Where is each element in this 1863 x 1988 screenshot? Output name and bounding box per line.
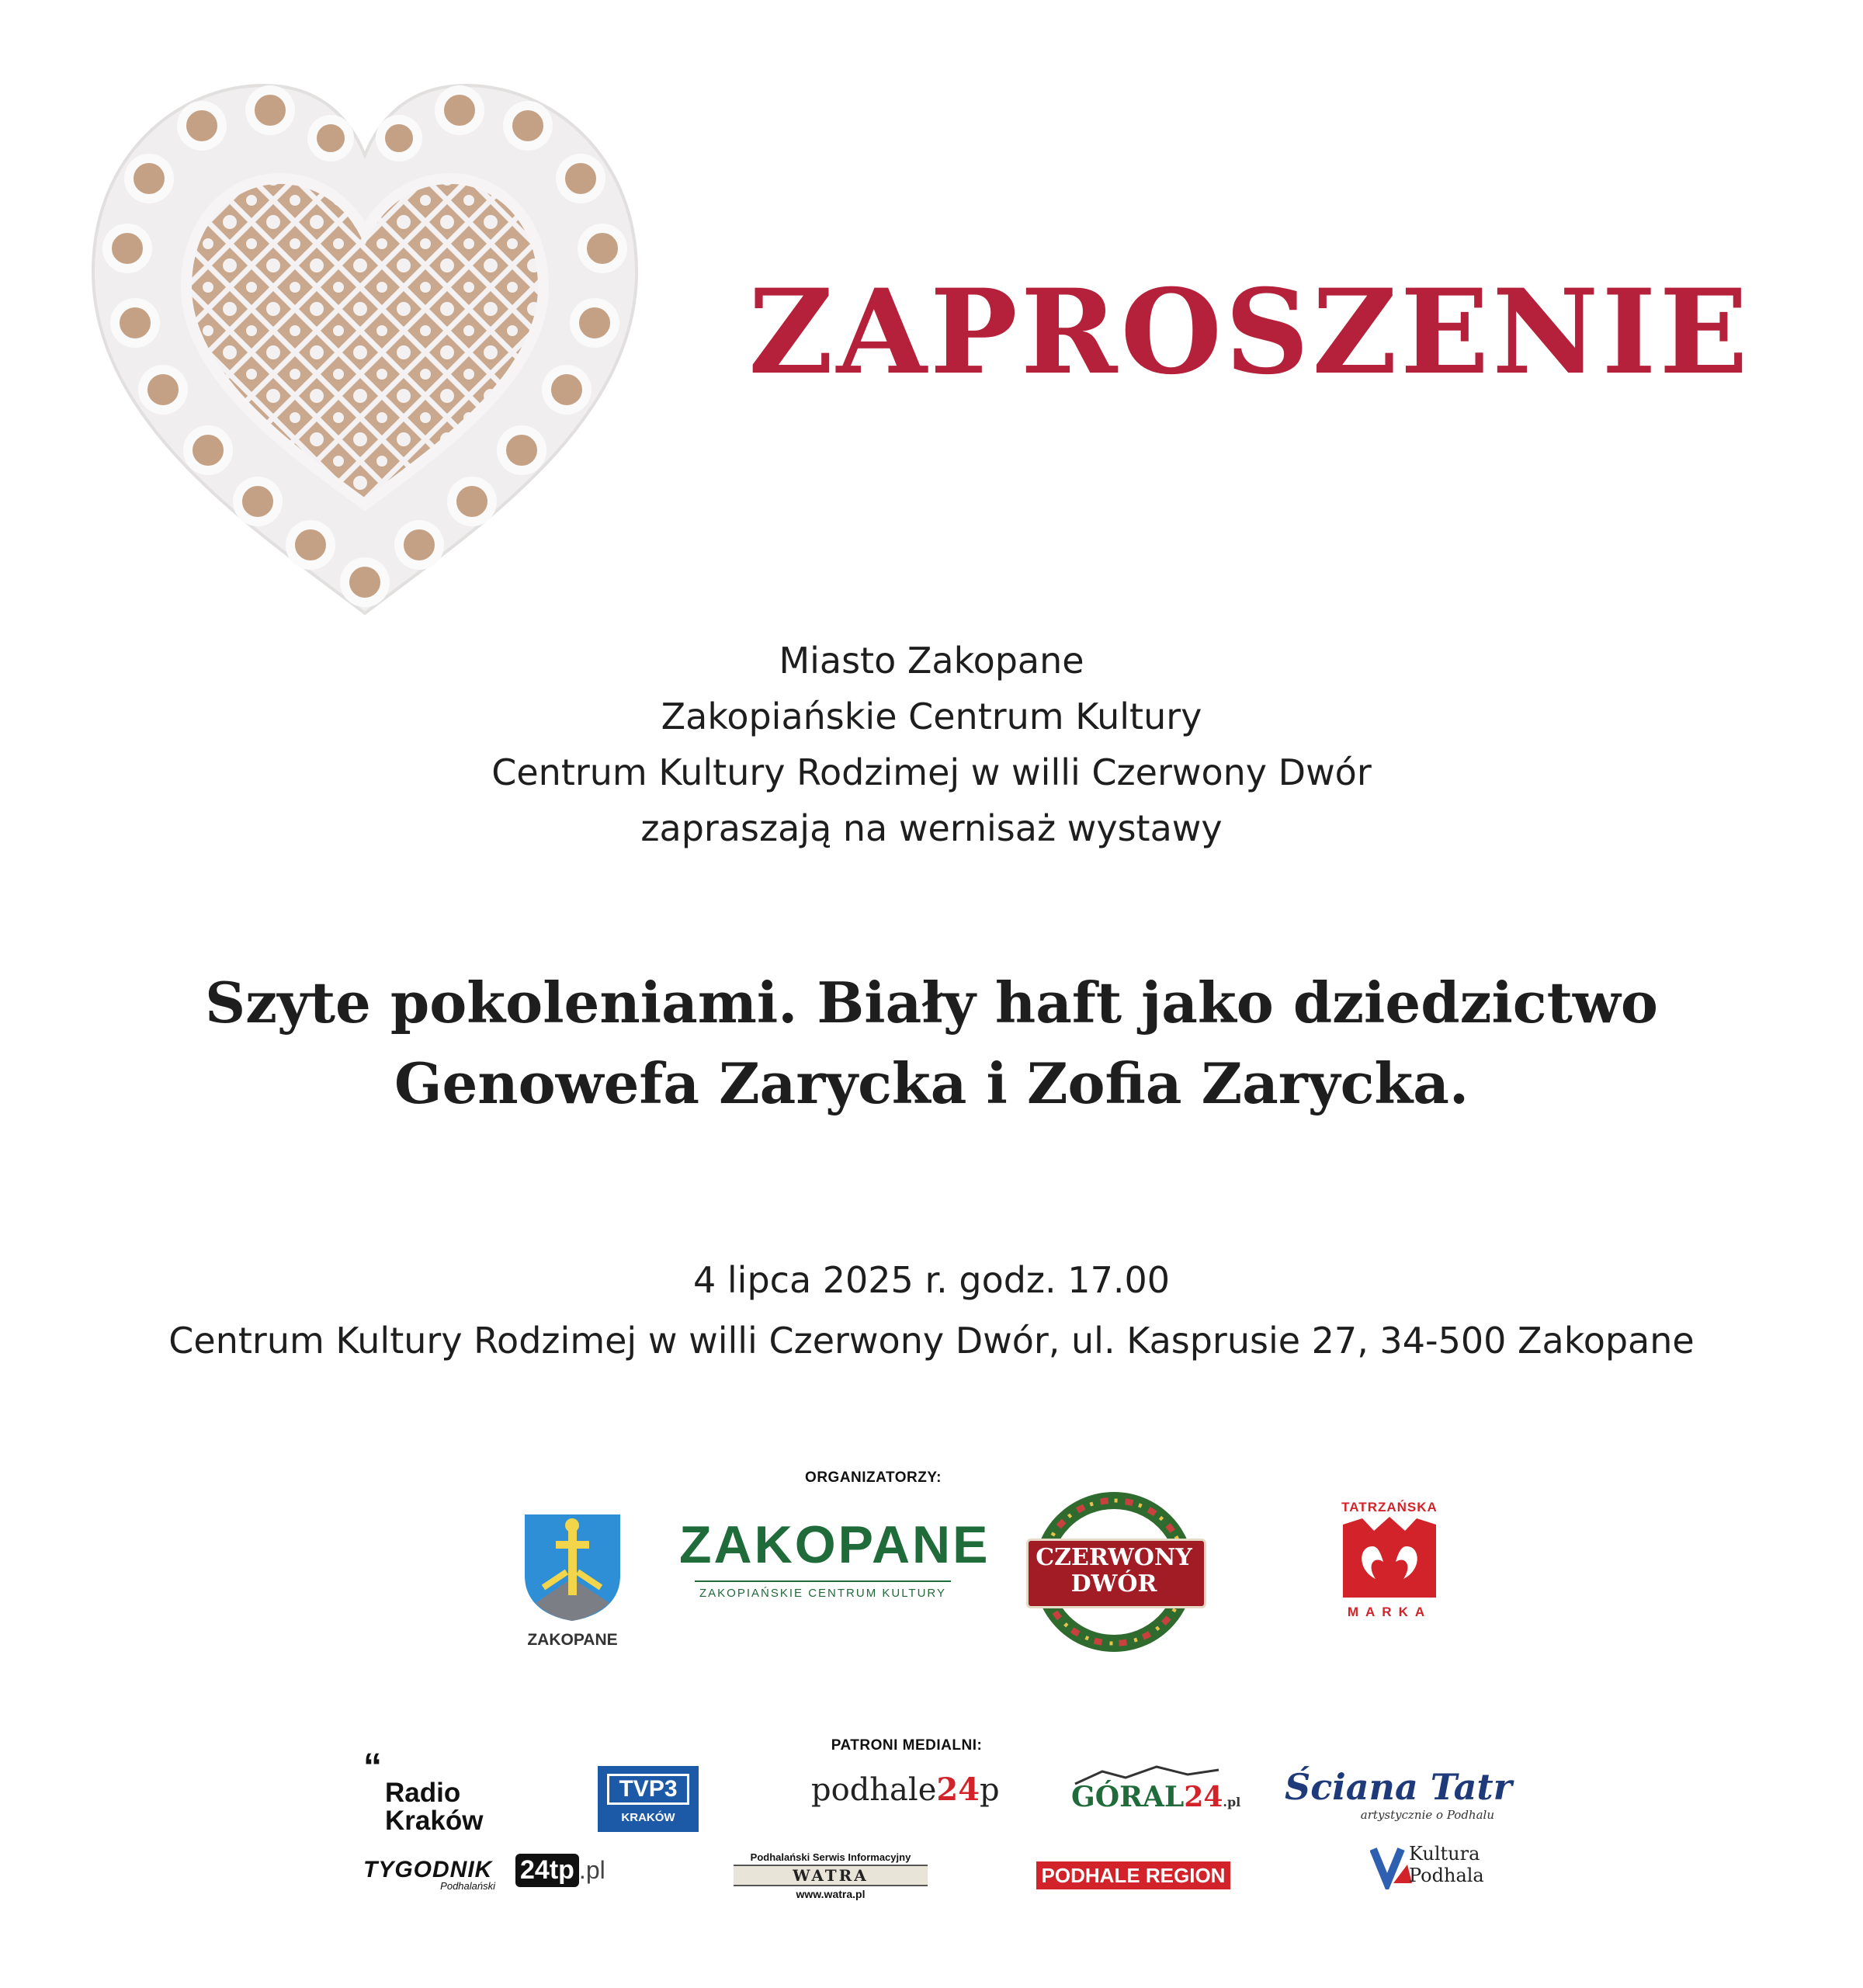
organizer-line-3: Centrum Kultury Rodzimej w willi Czerwony Dwór [491, 751, 1372, 793]
tatrzanska-marka-logo [1335, 1500, 1444, 1632]
quote-icon: “ [363, 1747, 382, 1788]
event-datetime: 4 lipca 2025 r. godz. 17.00 [693, 1259, 1170, 1301]
24tp-suffix: .pl [578, 1856, 605, 1884]
kultura-line-1: Kultura [1409, 1843, 1480, 1865]
zck-logo-sub: ZAKOPIAŃSKIE CENTRUM KULTURY [699, 1587, 946, 1600]
watra-logo [726, 1851, 935, 1906]
24tp-main: 24tp [515, 1854, 579, 1887]
tvp3-krakow-logo [598, 1766, 699, 1832]
podhale-region-logo: PODHALE REGION [1036, 1861, 1230, 1889]
goral24-logo [1071, 1762, 1241, 1816]
sciana-tatr-main: Ściana Tatr [1285, 1766, 1512, 1808]
zakopane-coat-of-arms-logo [520, 1510, 625, 1650]
podhale24-part-2: 24 [936, 1771, 980, 1808]
sciana-tatr-sub: artystycznie o Podhalu [1360, 1808, 1494, 1822]
organizer-line-1: Miasto Zakopane [779, 640, 1084, 682]
radio-krakow-logo [363, 1747, 503, 1836]
zck-logo [679, 1514, 990, 1607]
coat-caption: ZAKOPANE [527, 1631, 618, 1649]
watra-top: Podhalański Serwis Informacyjny [750, 1851, 911, 1863]
heart-mountains-icon [1335, 1515, 1444, 1601]
media-patrons-label: PATRONI MEDIALNI: [831, 1737, 983, 1754]
sciana-tatr-logo [1285, 1766, 1512, 1828]
zck-logo-main: ZAKOPANE [679, 1515, 990, 1574]
organizers-intro [155, 633, 1708, 856]
radio-logo-line-2: Kraków [385, 1806, 484, 1836]
tygodnik-podhalanski-logo [363, 1857, 495, 1903]
goral24-part-3: .pl [1223, 1795, 1241, 1809]
tvp3-mark: TVP3 [607, 1774, 689, 1805]
event-location: Centrum Kultury Rodzimej w willi Czerwony Dwór, ul. Kasprusie 27, 34-500 Zakopane [168, 1320, 1695, 1362]
czerwony-dwor-line-2: DWÓR [1070, 1570, 1157, 1598]
tatrzanska-bottom: MARKA [1347, 1605, 1432, 1619]
tygodnik-sub: Podhalański [440, 1880, 495, 1892]
goral24-part-1: GÓRAL [1071, 1781, 1185, 1813]
radio-logo-line-1: Radio [385, 1778, 461, 1808]
organizers-label: ORGANIZATORZY: [805, 1469, 942, 1486]
lace-heart-image [78, 70, 652, 629]
tygodnik-main: TYGODNIK [363, 1857, 493, 1882]
podhale24-part-3: p [980, 1772, 1000, 1808]
page-title: ZAPROSZENIE [748, 264, 1751, 401]
kultura-mark-icon [1370, 1843, 1413, 1889]
coat-of-arms-icon [520, 1510, 625, 1622]
organizer-line-2: Zakopiańskie Centrum Kultury [661, 696, 1202, 737]
kultura-podhala-logo [1370, 1840, 1510, 1894]
event-details [78, 1250, 1785, 1371]
24tp-logo [515, 1854, 632, 1893]
podhale24-part-1: podhale [811, 1772, 937, 1808]
tvp3-sub: KRAKÓW [621, 1811, 675, 1824]
tatrzanska-top: TATRZAŃSKA [1341, 1500, 1438, 1514]
podhale24-logo [811, 1771, 1005, 1818]
exhibition-title-line-1: Szyte pokoleniami. Biały haft jako dziedzictwo [205, 970, 1658, 1036]
kultura-line-2: Podhala [1409, 1865, 1484, 1886]
exhibition-authors: Genowefa Zarycka i Zofia Zarycka. [394, 1050, 1469, 1116]
organizer-line-4: zapraszają na wernisaż wystawy [640, 807, 1223, 849]
exhibition-title [78, 963, 1785, 1124]
czerwony-dwor-logo [1032, 1490, 1195, 1653]
watra-url: www.watra.pl [796, 1888, 866, 1900]
goral24-part-2: 24 [1184, 1781, 1223, 1813]
watra-mid: WATRA [734, 1865, 928, 1886]
czerwony-dwor-line-1: CZERWONY [1036, 1544, 1192, 1571]
